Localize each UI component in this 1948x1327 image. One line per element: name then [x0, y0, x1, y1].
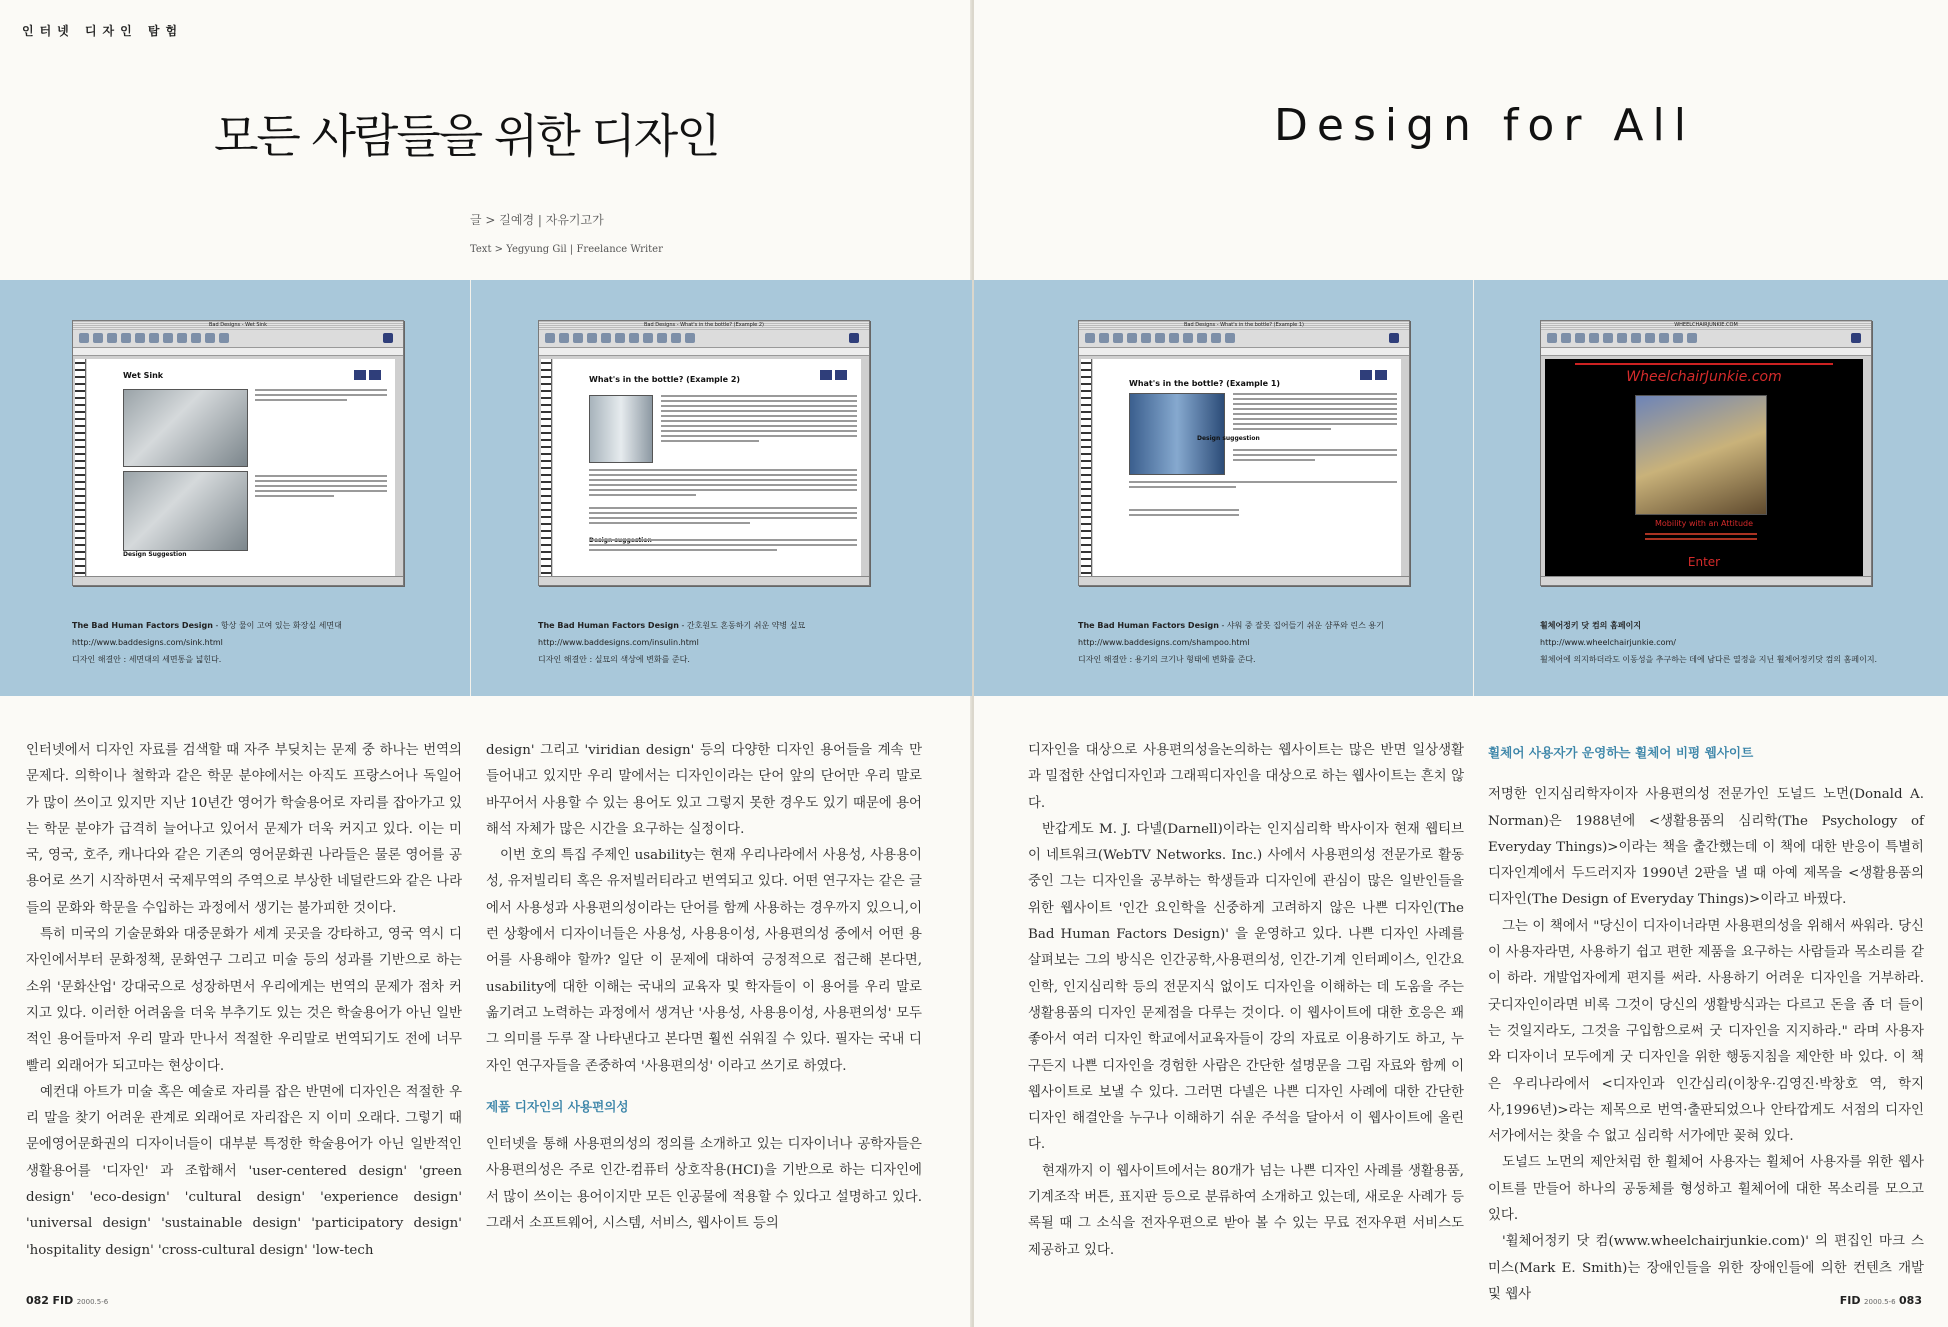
caption-title: The Bad Human Factors Design [72, 621, 213, 630]
screenshot-shampoo [1078, 320, 1410, 586]
caption-title: 휠체어정키 닷 컴의 홈페이지 [1540, 621, 1642, 630]
screenshot-wheelchairjunkie [1540, 320, 1872, 586]
url-bar [1541, 348, 1871, 356]
sink-photo-1 [123, 389, 248, 467]
body-column-2 [486, 738, 922, 1237]
window-title: Bad Designs - What's in the bottle? (Example 1) [1079, 321, 1409, 330]
paragraph: 인터넷에서 디자인 자료를 검색할 때 자주 부딪치는 문제 중 하나는 번역의 문제다. 의학이나 철학과 같은 학문 분야에서는 아직도 프랑스어나 독일어가 많이 쓰이고 있지만 지난 10년간 영어가 학술용어로 자리를 잡아가고 있는 학문 분야가 급격히 늘어나고 있어서 문제가 더욱 커지고 있다. 이는 미국, 영국, 호주, 캐나다와 같은 기존의 영어문화권 나라들은 물론 영어를 공용어로 쓰기 시작하면서 국제무역의 주역으로 부상한 네덜란드와 같은 나라들의 문화와 학문을 수입하는 과정에서 생기는 불가피한 것이다. [26, 743, 462, 916]
web-content [1093, 359, 1401, 576]
window-title: WHEELCHAIRJUNKIE.COM [1541, 321, 1871, 330]
paragraph: 현재까지 이 웹사이트에서는 80개가 넘는 나쁜 디자인 사례를 생활용품, 기계조작 버튼, 표지판 등으로 분류하여 소개하고 있는데, 새로운 사례가 등록될 때 그 소식을 전자우편으로 받아 볼 수 있는 무료 전자우편 서비스도 제공하고 있다. [1028, 1163, 1464, 1258]
right-arrow-icon [1375, 370, 1387, 380]
page-number: 083 [1899, 1294, 1922, 1307]
byline [470, 205, 663, 265]
caption-title: The Bad Human Factors Design [538, 621, 679, 630]
paragraph: 예컨대 아트가 미술 혹은 예술로 자리를 잡은 반면에 디자인은 적절한 우리 말을 찾기 어려운 관계로 외래어로 자리잡은 지 이미 오래다. 그렇기 때문에영어문화권의 디자이너들이 대부분 특정한 학술용어가 아닌 일반적인 생활용어를 '디자인' 과 조합해서 'user-centered design' 'green design' 'eco-design' 'cultural design' 'experience design' 'universal design' 'sustainable design' 'participatory design' 'hospitality design' 'cross-cultural design' 'low-tech [26, 1084, 462, 1258]
caption-solution: 디자인 해결안 : 실묘의 색상에 변화를 준다. [538, 655, 690, 664]
caption-url[interactable]: http://www.wheelchairjunkie.com/ [1540, 638, 1676, 647]
web-footer-heading: Design suggestion [1197, 435, 1260, 442]
paragraph: 디자인을 대상으로 사용편의성을논의하는 웹사이트는 많은 반면 일상생활과 밀접한 산업디자인과 그래픽디자인을 대상으로 하는 웹사이트는 흔치 않다. [1028, 743, 1464, 811]
caption-desc: - 항상 물이 고여 있는 화장실 세면대 [212, 621, 342, 630]
caption-url[interactable]: http://www.baddesigns.com/insulin.html [538, 638, 699, 647]
page-number: 082 [26, 1294, 49, 1307]
body-column-1 [26, 738, 462, 1264]
magazine-name: FID [1839, 1294, 1861, 1307]
caption-solution: 휠체어에 의지하더라도 이동성을 추구하는 데에 남다른 열정을 지닌 휠체어정키닷 컴의 홈페이지. [1540, 655, 1878, 664]
body-column-3 [1028, 738, 1464, 1264]
sink-photo-2 [123, 471, 248, 551]
paragraph: 반갑게도 M. J. 다넬(Darnell)이라는 인지심리학 박사이자 현재 웹티브이 네트워크(WebTV Networks. Inc.) 사에서 사용편의성 전문가로 활동중인 그는 디자인을 공부하는 학생들과 디자인에 관심이 많은 일반인들을 위한 웹사이트 '인간 요인학을 신중하게 고려하지 않은 나쁜 디자인(The Bad Human Factors Design)' 을 운영하고 있다. 나쁜 디자인 사례를 살펴보는 그의 방식은 인간공학,사용편의성, 인간-기계 인터페이스, 인간요인학, 인지심리학 등의 전문지식 없이도 디자인을 이해하는 데 도움을 주는 생활용품의 디자인 문제점을 다루는 것이다. 이 웹사이트에 대한 호응은 꽤 좋아서 여러 디자인 학교에서교육자들이 강의 자료로 이용하기도 하고, 누구든지 나쁜 디자인을 경험한 사람은 간단한 설명문을 그림 자료와 함께 이 웹사이트로 보낼 수 있다. 그러면 다넬은 나쁜 디자인 사례에 대한 간단한 디자인 해결안을 누구나 이해하기 쉬운 주석을 달아서 이 웹사이트에 올린다. [1028, 821, 1464, 1153]
magazine-name: FID [52, 1294, 74, 1307]
left-arrow-icon [820, 370, 832, 380]
right-arrow-icon [835, 370, 847, 380]
browser-toolbar [73, 330, 403, 348]
browser-toolbar [1541, 330, 1871, 348]
paragraph: design' 그리고 'viridian design' 등의 다양한 디자인 용어들을 계속 만들어내고 있지만 우리 말에서는 디자인이라는 단어 앞의 단어만 우리 말로 바꾸어서 사용할 수 있는 용어도 있고 그렇지 못한 경우도 있기 때문에 용어 해석 자체가 많은 시간을 요구하는 실정이다. [486, 743, 922, 837]
subheading: 휠체어 사용자가 운영하는 휠체어 비평 웹사이트 [1488, 745, 1754, 760]
web-footer-heading: Design Suggestion [123, 551, 187, 558]
paragraph: '휠체어정키 닷 컴(www.wheelchairjunkie.com)' 의 편집인 마크 스미스(Mark E. Smith)는 장애인들을 위한 장애인들에 의한 컨텐츠 개발 및 웹사 [1488, 1234, 1924, 1302]
notebook-rings [541, 359, 552, 576]
site-tagline: Mobility with an Attitude [1654, 519, 1754, 528]
caption-title: The Bad Human Factors Design [1078, 621, 1219, 630]
byline-english: Text > Yegyung Gil | Freelance Writer [470, 244, 663, 255]
browser-toolbar [539, 330, 869, 348]
caption-url[interactable]: http://www.baddesigns.com/shampoo.html [1078, 638, 1250, 647]
url-bar [539, 348, 869, 356]
caption-3 [1078, 617, 1498, 668]
window-title: Bad Designs - What's in the bottle? (Example 2) [539, 321, 869, 330]
caption-1 [72, 617, 492, 668]
caption-url[interactable]: http://www.baddesigns.com/sink.html [72, 638, 223, 647]
paragraph: 특히 미국의 기술문화와 대중문화가 세계 곳곳을 강타하고, 영국 역시 디자인에서부터 문화정책, 문화연구 그리고 미술 등의 성과를 기반으로 하는 소위 '문화산업' 강대국으로 성장하면서 우리에게는 번역의 문제가 점차 커지고 있다. 이러한 어려움을 더욱 부추기도 있는 것은 학술용어가 아닌 일반적인 용어들마저 우리 말과 만나서 적절한 우리말로 번역되기도 전에 너무 빨리 외래어가 되고마는 현상이다. [26, 927, 462, 1074]
title-korean: 모든 사람들을 위한 디자인 [214, 109, 719, 163]
page-arrows [351, 365, 381, 384]
paragraph: 인터넷을 통해 사용편의성의 정의를 소개하고 있는 디자이너나 공학자들은 사용편의성은 주로 인간-컴퓨터 상호작용(HCI)을 기반으로 하는 디자인에서 많이 쓰이는 용어이지만 모든 인공물에 적용할 수 있다고 설명하고 있다. 그래서 소프트웨어, 시스템, 서비스, 웹사이트 등의 [486, 1137, 922, 1232]
web-heading: What's in the bottle? (Example 2) [589, 375, 741, 384]
paragraph: 그는 이 책에서 "당신이 디자이너라면 사용편의성을 위해서 싸워라. 당신이 사용자라면, 사용하기 쉽고 편한 제품을 요구하는 사람들과 목소리를 같이 하라. 개발업자에게 편지를 써라. 사용하기 어려운 디자인을 거부하라. 굿디자인이라면 비록 그것이 당신의 생활방식과는 다르고 돈을 좀 더 들이는 것일지라도, 그것을 구입함으로써 굿 디자인을 지지하라." 라며 사용자와 디자이너 모두에게 굿 디자인을 위한 행동지침을 제안한 바 있다. 이 책은 우리나라에서 <디자인과 인간심리(이창우·김영진·박창호 역, 학지사,1996년)>라는 제목으로 번역·출판되었으나 안타깝게도 서점의 디자인 서가에서는 찾을 수 없고 심리학 서가에만 꽂혀 있다. [1488, 918, 1924, 1145]
web-heading: Wet Sink [123, 371, 164, 380]
insulin-bottle-photo [589, 395, 653, 463]
section-label: 인터넷 디자인 탐험 [22, 24, 184, 38]
byline-korean: 글 > 길예경 | 자유기고가 [470, 213, 604, 227]
window-title: Bad Designs - Wet Sink [73, 321, 403, 330]
caption-desc: - 간호원도 혼동하기 쉬운 약병 실묘 [678, 621, 806, 630]
screenshot-wet-sink [72, 320, 404, 586]
web-content [1545, 359, 1863, 576]
body-column-4 [1488, 738, 1924, 1308]
right-arrow-icon [369, 370, 381, 380]
left-arrow-icon [354, 370, 366, 380]
wheelchair-photo [1635, 395, 1767, 515]
screenshot-insulin [538, 320, 870, 586]
folio-left [26, 1294, 108, 1307]
issue: 2000.5-6 [76, 1298, 109, 1306]
paragraph: 저명한 인지심리학자이자 사용편의성 전문가인 도널드 노먼(Donald A. Norman)은 1988년에 <생활용품의 심리학(The Psychology of Everyday Things)>이라는 책을 출간했는데 이 책에 대한 반응이 특별히 디자인계에서 두드러지자 1990년 2판을 낼 때 아예 제목을 <생활용품의 디자인(The Design of Everyday Things)>이라고 바꿨다. [1488, 787, 1924, 908]
issue: 2000.5-6 [1864, 1298, 1896, 1306]
left-arrow-icon [1360, 370, 1372, 380]
folio-right [1840, 1294, 1922, 1307]
site-logo: WheelchairJunkie.com [1626, 369, 1782, 385]
caption-desc: - 샤워 중 잘못 집어들기 쉬운 샴푸와 린스 용기 [1218, 621, 1384, 630]
web-heading: What's in the bottle? (Example 1) [1129, 379, 1281, 388]
enter-link[interactable]: Enter [1687, 555, 1721, 569]
title-english: Design for All [1274, 100, 1695, 151]
paragraph: 이번 호의 특집 주제인 usability는 현재 우리나라에서 사용성, 사용용이성, 유저빌리티 혹은 유저빌러티라고 번역되고 있다. 어떤 연구자는 같은 글에서 사용성과 사용편의성이라는 단어를 함께 사용하는 경우까지 있으니,이런 상황에서 디자이너들은 사용성, 사용용이성, 사용편의성 중에서 어떤 용어를 사용해야 할까? 일단 이 문제에 대하여 긍정적으로 접근해 본다면, usability에 대한 이해는 국내의 교육자 및 학자들이 이 용어를 우리 말로 옮기려고 노력하는 과정에서 생겨난 '사용성, 사용용이성, 사용편의성' 모두 그 의미를 두루 잘 나타낸다고 본다면 훨씬 쉬워질 수 있다. 필자는 국내 디자인 연구자들을 존중하여 '사용편의성' 이라고 쓰기로 하였다. [486, 848, 922, 1074]
url-bar [73, 348, 403, 356]
paragraph: 도널드 노먼의 제안처럼 한 휠체어 사용자는 휠체어 사용자를 위한 웹사이트를 만들어 하나의 공동체를 형성하고 휠체어에 대한 목소리를 모으고 있다. [1488, 1155, 1924, 1224]
notebook-rings [1081, 359, 1092, 576]
subheading: 제품 디자인의 사용편의성 [486, 1098, 629, 1114]
caption-solution: 디자인 해결안 : 용기의 크기나 형태에 변화를 준다. [1078, 655, 1256, 664]
url-bar [1079, 348, 1409, 356]
web-content [87, 359, 395, 576]
browser-toolbar [1079, 330, 1409, 348]
caption-solution: 디자인 해결안 : 세면대의 세면통을 넓힌다. [72, 655, 222, 664]
caption-2 [538, 617, 958, 668]
notebook-rings [75, 359, 86, 576]
caption-4 [1540, 617, 1920, 668]
web-content [553, 359, 861, 576]
shampoo-bottles-photo [1129, 393, 1225, 475]
